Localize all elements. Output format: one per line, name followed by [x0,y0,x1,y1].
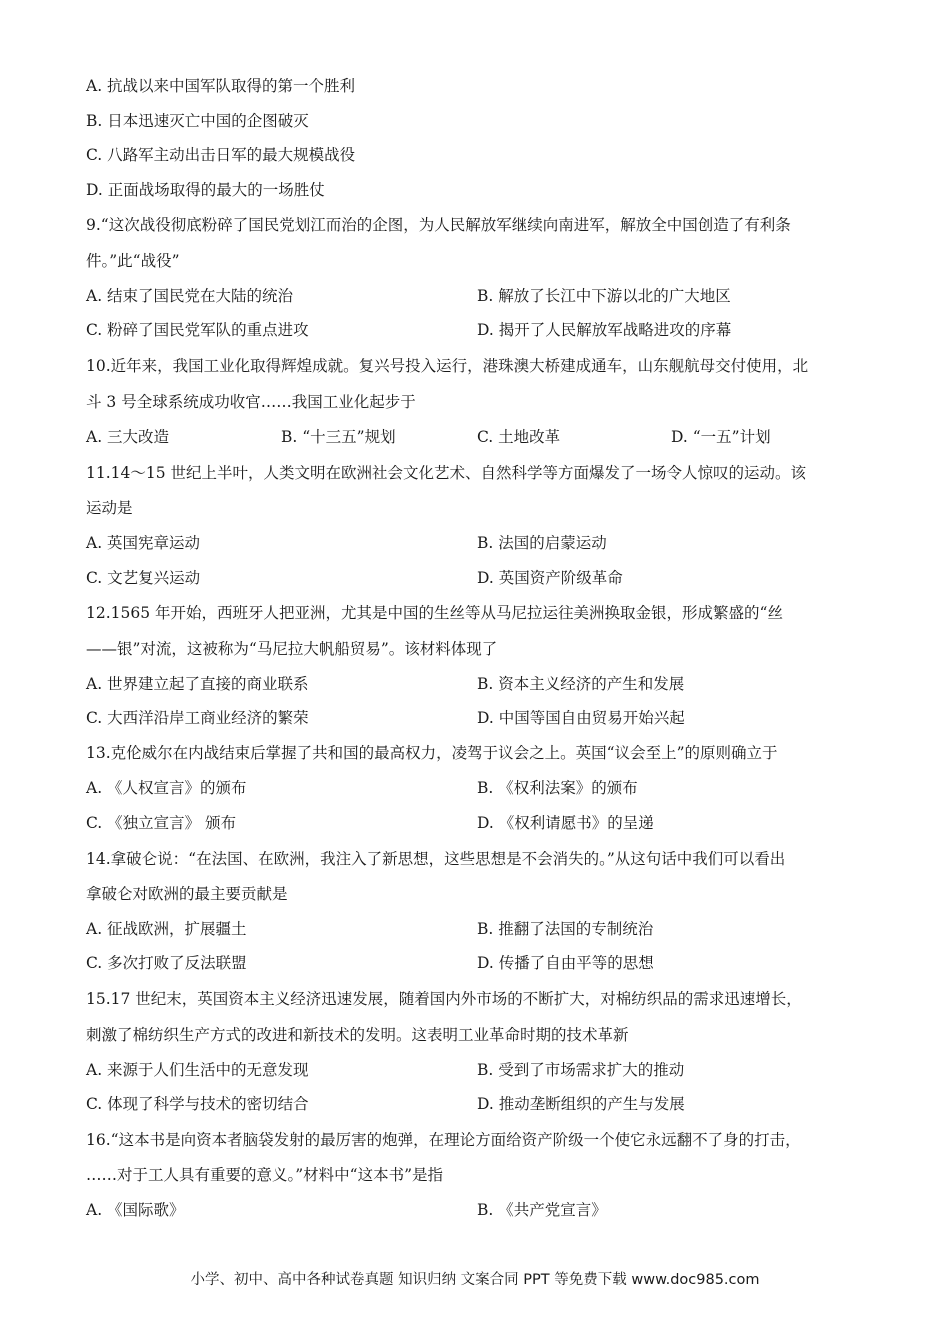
question-12-line-2: ——银”对流，这被称为“马尼拉大帆船贸易”。该材料体现了 [86,640,498,658]
q13-option-c: C. 《独立宣言》 颁布 [86,814,237,832]
question-9-line-1: 9.“这次战役彻底粉碎了国民党划江而治的企图，为人民解放军继续向南进军，解放全中国创造了有利条 [86,216,791,234]
q9-option-d: D. 揭开了人民解放军战略进攻的序幕 [477,321,732,339]
q11-option-c: C. 文艺复兴运动 [86,569,201,587]
question-16-line-2: ……对于工人具有重要的意义。”材料中“这本书”是指 [86,1166,444,1184]
q12-option-a: A. 世界建立起了直接的商业联系 [86,675,309,693]
page-footer: 小学、初中、高中各种试卷真题 知识归纳 文案合同 PPT 等免费下载 www.doc985.com [190,1272,760,1288]
q16-option-a: A. 《国际歌》 [86,1201,185,1219]
option-d: D. 正面战场取得的最大的一场胜仗 [86,181,325,199]
q11-option-d: D. 英国资产阶级革命 [477,569,623,587]
q15-option-d: D. 推动垄断组织的产生与发展 [477,1095,685,1113]
q10-option-c: C. 土地改革 [477,428,561,446]
q14-option-c: C. 多次打败了反法联盟 [86,954,247,972]
question-15-line-2: 刺激了棉纺织生产方式的改进和新技术的发明。这表明工业革命时期的技术革新 [86,1026,629,1044]
q12-option-d: D. 中国等国自由贸易开始兴起 [477,709,685,727]
q13-option-d: D. 《权利请愿书》的呈递 [477,814,654,832]
q15-option-c: C. 体现了科学与技术的密切结合 [86,1095,309,1113]
question-9-line-2: 件。”此“战役” [86,252,180,270]
q14-option-d: D. 传播了自由平等的思想 [477,954,654,972]
question-13-line-1: 13.克伦威尔在内战结束后掌握了共和国的最高权力，凌驾于议会之上。英国“议会至上”的原则确立于 [86,744,778,762]
option-c: C. 八路军主动出击日军的最大规模战役 [86,146,356,164]
question-11-line-1: 11.14～15 世纪上半叶，人类文明在欧洲社会文化艺术、自然科学等方面爆发了一场令人惊叹的运动。该 [86,464,807,482]
q12-option-b: B. 资本主义经济的产生和发展 [477,675,685,693]
q15-option-a: A. 来源于人们生活中的无意发现 [86,1061,309,1079]
q13-option-b: B. 《权利法案》的颁布 [477,779,638,797]
option-a: A. 抗战以来中国军队取得的第一个胜利 [86,77,356,95]
q9-option-b: B. 解放了长江中下游以北的广大地区 [477,287,731,305]
q11-option-a: A. 英国宪章运动 [86,534,201,552]
q12-option-c: C. 大西洋沿岸工商业经济的繁荣 [86,709,309,727]
q15-option-b: B. 受到了市场需求扩大的推动 [477,1061,685,1079]
q10-option-b: B. “十三五”规划 [281,428,396,446]
question-14-line-2: 拿破仑对欧洲的最主要贡献是 [86,885,288,903]
question-11-line-2: 运动是 [86,499,133,517]
q9-option-a: A. 结束了国民党在大陆的统治 [86,287,294,305]
q14-option-b: B. 推翻了法国的专制统治 [477,920,654,938]
q9-option-c: C. 粉碎了国民党军队的重点进攻 [86,321,309,339]
question-16-line-1: 16.“这本书是向资本者脑袋发射的最厉害的炮弹，在理论方面给资产阶级一个使它永远翻不了身的打击， [86,1131,801,1149]
question-14-line-1: 14.拿破仑说：“在法国、在欧洲，我注入了新思想，这些思想是不会消失的。”从这句话中我们可以看出 [86,850,786,868]
q14-option-a: A. 征战欧洲，扩展疆土 [86,920,247,938]
question-12-line-1: 12.1565 年开始，西班牙人把亚洲，尤其是中国的生丝等从马尼拉运往美洲换取金银，形成繁盛的“丝 [86,604,783,622]
q11-option-b: B. 法国的启蒙运动 [477,534,607,552]
q10-option-d: D. “一五”计划 [671,428,771,446]
question-15-line-1: 15.17 世纪末，英国资本主义经济迅速发展，随着国内外市场的不断扩大，对棉纺织品的需求迅速增长， [86,990,802,1008]
option-b: B. 日本迅速灭亡中国的企图破灭 [86,112,309,130]
q16-option-b: B. 《共产党宣言》 [477,1201,607,1219]
question-10-line-2: 斗 3 号全球系统成功收官……我国工业化起步于 [86,393,416,411]
q13-option-a: A. 《人权宣言》的颁布 [86,779,247,797]
q10-option-a: A. 三大改造 [86,428,170,446]
question-10-line-1: 10.近年来，我国工业化取得辉煌成就。复兴号投入运行，港珠澳大桥建成通车，山东舰航母交付使用，北 [86,357,809,375]
